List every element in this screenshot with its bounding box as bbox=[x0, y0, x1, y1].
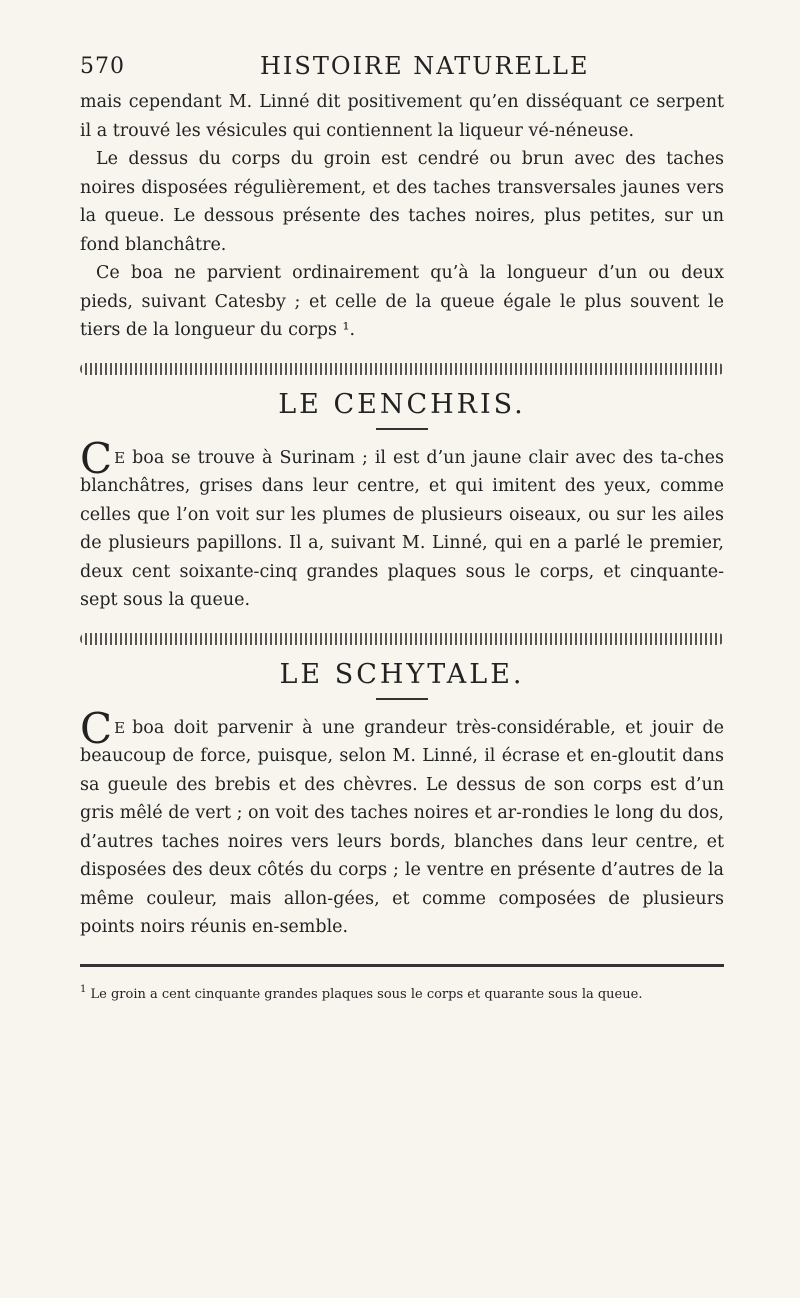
running-head: HISTOIRE NATURELLE bbox=[260, 52, 590, 80]
book-page bbox=[80, 48, 724, 1018]
footnote-text: Le groin a cent cinquante grandes plaques sous le corps et quarante sous la queue. bbox=[90, 986, 643, 1002]
paragraph-2: Le dessus du corps du groin est cendré ou brun avec des taches noires disposées régulièrement, et des taches transversales jaunes vers la queue. Le dessous présente des taches noires, plus petites, sur un fond blanchâtre. bbox=[80, 149, 724, 255]
drop-cap: C bbox=[80, 433, 113, 483]
section-title-cenchris: LE CENCHRIS. bbox=[278, 388, 526, 420]
smallcaps-lead: E bbox=[114, 718, 127, 737]
page-header bbox=[80, 48, 724, 88]
paragraph-3: Ce boa ne parvient ordinairement qu’à la longueur d’un ou deux pieds, suivant Catesby ; et celle de la queue égale le plus souvent le tiers de la longueur du corps ¹. bbox=[80, 263, 724, 340]
paragraph-1: mais cependant M. Linné dit positivement qu’en disséquant ce serpent il a trouvé les vésicules qui contiennent la liqueur vé-néneuse. bbox=[80, 92, 724, 141]
title-underline bbox=[376, 698, 428, 700]
section-body-cenchris bbox=[80, 433, 724, 615]
decorative-rule bbox=[80, 633, 724, 645]
footnote-marker: 1 bbox=[80, 983, 87, 995]
footnote bbox=[80, 980, 724, 1005]
page-number: 570 bbox=[80, 54, 125, 79]
section-body-schytale bbox=[80, 703, 724, 942]
smallcaps-lead: E bbox=[114, 448, 127, 467]
drop-cap: C bbox=[80, 703, 113, 753]
decorative-rule bbox=[80, 363, 724, 375]
section-text: boa doit parvenir à une grandeur très-considérable, et jouir de beaucoup de force, puisque, selon M. Linné, il écrase et en-gloutit dans sa gueule des brebis et des chèvres. Le dessus de son corps est d’un gris mêlé de vert ; on voit des taches noires et ar-rondies le long du dos, d’autres taches noires vers leurs bords, blanches dans leur centre, et disposées des deux côtés du corps ; le ventre en présente d’autres de la même couleur, mais allon-gées, et comme composées de plusieurs points noirs réunis en-semble. bbox=[80, 717, 724, 937]
footnote-separator bbox=[80, 964, 724, 967]
title-underline bbox=[376, 428, 428, 430]
section-text: boa se trouve à Surinam ; il est d’un jaune clair avec des ta-ches blanchâtres, grises dans leur centre, et qui imitent des yeux, comme celles que l’on voit sur les plumes de plusieurs oiseaux, ou sur les ailes de plusieurs papillons. Il a, suivant M. Linné, qui en a parlé le premier, deux cent soixante-cinq grandes plaques sous le corps, et cinquante-sept sous la queue. bbox=[80, 447, 724, 610]
section-title-schytale: LE SCHYTALE. bbox=[279, 658, 525, 690]
